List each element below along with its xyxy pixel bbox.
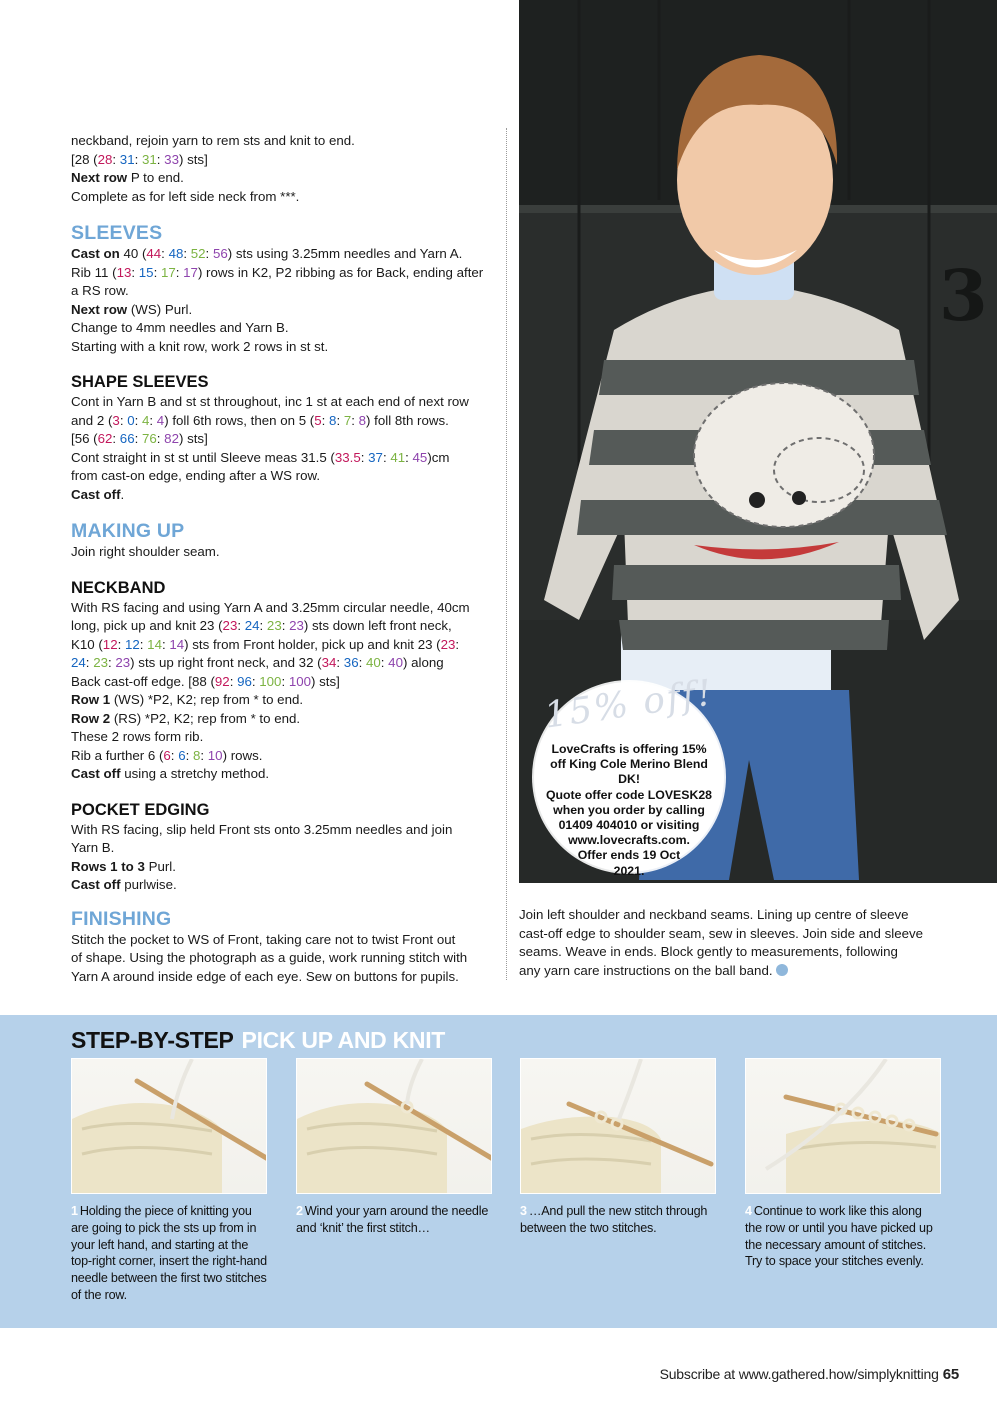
pattern-line: seams. Weave in ends. Block gently to measurements, following	[519, 944, 898, 959]
pattern-line: Back cast-off edge. [88 (92: 96: 100: 100) sts]	[71, 673, 340, 689]
pattern-line: With RS facing, slip held Front sts onto 3.25mm needles and join	[71, 821, 453, 837]
step-3	[520, 1058, 716, 1237]
subscribe-link[interactable]: Subscribe at www.gathered.how/simplyknitting	[659, 1366, 939, 1382]
pattern-line: Stitch the pocket to WS of Front, taking care not to twist Front out	[71, 931, 456, 947]
pattern-line: Cast on 40 (44: 48: 52: 56) sts using 3.25mm needles and Yarn A.	[71, 246, 463, 261]
pattern-line: Change to 4mm needles and Yarn B.	[71, 320, 289, 335]
pattern-line: Row 2 (RS) *P2, K2; rep from * to end.	[71, 710, 301, 726]
neckband-heading: NECKBAND	[71, 578, 166, 597]
pattern-line: Next row P to end.	[71, 170, 184, 185]
pattern-line: Cast off using a stretchy method.	[71, 766, 270, 781]
discount-badge	[534, 672, 724, 878]
pattern-line: Complete as for left side neck from ***.	[71, 188, 300, 204]
pattern-line: and 2 (3: 0: 4: 4) foll 6th rows, then on 5 (5: 8: 7: 8) foll 8th rows.	[71, 412, 449, 428]
step-by-step-title: STEP-BY-STEP PICK UP AND KNIT	[71, 1027, 446, 1053]
step-1-caption: 1 Holding the piece of knitting you are going to pick the sts up from in your left hand, and starting at the top-right corner, insert the right-hand needle between the first two stitches of the row.	[71, 1204, 267, 1302]
pattern-line: [28 (28: 31: 31: 33) sts]	[71, 151, 208, 167]
step-3-caption: 3 …And pull the new stitch through between the two stitches.	[520, 1204, 708, 1235]
step-4-caption: 4 Continue to work like this along the row or until you have picked up the necessary amount of stitches. Try to space your stitches evenly.	[745, 1204, 933, 1269]
pattern-line: any yarn care instructions on the ball band.	[519, 962, 944, 981]
step-4	[745, 1058, 941, 1270]
pattern-line: Next row (WS) Purl.	[71, 301, 193, 317]
making-up-heading: MAKING UP	[71, 520, 185, 542]
pattern-line: from cast-on edge, ending after a WS row.	[71, 468, 321, 483]
door-number: 3	[939, 254, 988, 337]
step-2	[296, 1058, 492, 1237]
page-number: 65	[942, 1366, 959, 1383]
pattern-line: Rib a further 6 (6: 6: 8: 10) rows.	[71, 747, 263, 763]
finishing-heading: FINISHING	[71, 907, 172, 930]
pattern-line: These 2 rows form rib.	[71, 729, 204, 744]
badge-offer-text: LoveCrafts is offering 15% off King Cole Merino Blend DK! Quote offer code LOVESK28 when you order by calling 01409 404010 or visiting www.lovecrafts.com. Offer ends 19 Oct 2021.	[545, 742, 713, 878]
pattern-line: Yarn A around inside edge of each eye. Sew on buttons for pupils.	[71, 968, 459, 984]
pattern-line: Rib 11 (13: 15: 17: 17) rows in K2, P2 ribbing as for Back, ending after	[71, 264, 484, 280]
step-4-photo	[745, 1058, 941, 1194]
pattern-line: Starting with a knit row, work 2 rows in st st.	[71, 338, 329, 354]
pattern-right-column	[519, 906, 944, 980]
pattern-line: neckband, rejoin yarn to rem sts and knit to end.	[71, 133, 355, 148]
shape-sleeves-heading: SHAPE SLEEVES	[71, 373, 209, 391]
pattern-line: Join left shoulder and neckband seams. Lining up centre of sleeve	[519, 907, 909, 922]
pocket-edging-heading: POCKET EDGING	[71, 800, 210, 819]
pattern-line: of shape. Using the photograph as a guide, work running stitch with	[71, 950, 468, 965]
pattern-line: [56 (62: 66: 76: 82) sts]	[71, 431, 208, 446]
step-3-photo	[520, 1058, 716, 1194]
pattern-left-column	[71, 132, 496, 986]
pattern-line: Cast off.	[71, 486, 125, 502]
pattern-line: Row 1 (WS) *P2, K2; rep from * to end.	[71, 692, 304, 707]
pattern-line: Cont in Yarn B and st st throughout, inc 1 st at each end of next row	[71, 394, 469, 409]
pattern-line: Cast off purlwise.	[71, 877, 177, 892]
pattern-line: Join right shoulder seam.	[71, 544, 220, 559]
badge-script-text: 15% off!	[541, 672, 717, 737]
step-1-photo	[71, 1058, 267, 1194]
column-divider	[506, 128, 507, 980]
step-1	[71, 1058, 267, 1304]
pattern-line: With RS facing and using Yarn A and 3.25mm circular needle, 40cm	[71, 599, 470, 615]
page-footer	[660, 1366, 959, 1383]
pattern-line: a RS row.	[71, 283, 129, 298]
sleeves-heading: SLEEVES	[71, 222, 163, 244]
pattern-line: K10 (12: 12: 14: 14) sts from Front holder, pick up and knit 23 (23:	[71, 636, 460, 652]
pattern-line: cast-off edge to shoulder seam, sew in sleeves. Join side and sleeve	[519, 925, 924, 941]
pattern-line: Yarn B.	[71, 840, 115, 855]
pattern-line: Cont straight in st st until Sleeve meas 31.5 (33.5: 37: 41: 45)cm	[71, 449, 450, 465]
pattern-line: Rows 1 to 3 Purl.	[71, 858, 176, 874]
pattern-line: long, pick up and knit 23 (23: 24: 23: 23) sts down left front neck,	[71, 618, 452, 633]
step-2-photo	[296, 1058, 492, 1194]
step-2-caption: 2 Wind your yarn around the needle and ‘knit’ the first stitch…	[296, 1204, 489, 1235]
yarn-ball-icon	[776, 964, 788, 976]
pattern-line: 24: 23: 23) sts up right front neck, and 32 (34: 36: 40: 40) along	[71, 655, 444, 670]
